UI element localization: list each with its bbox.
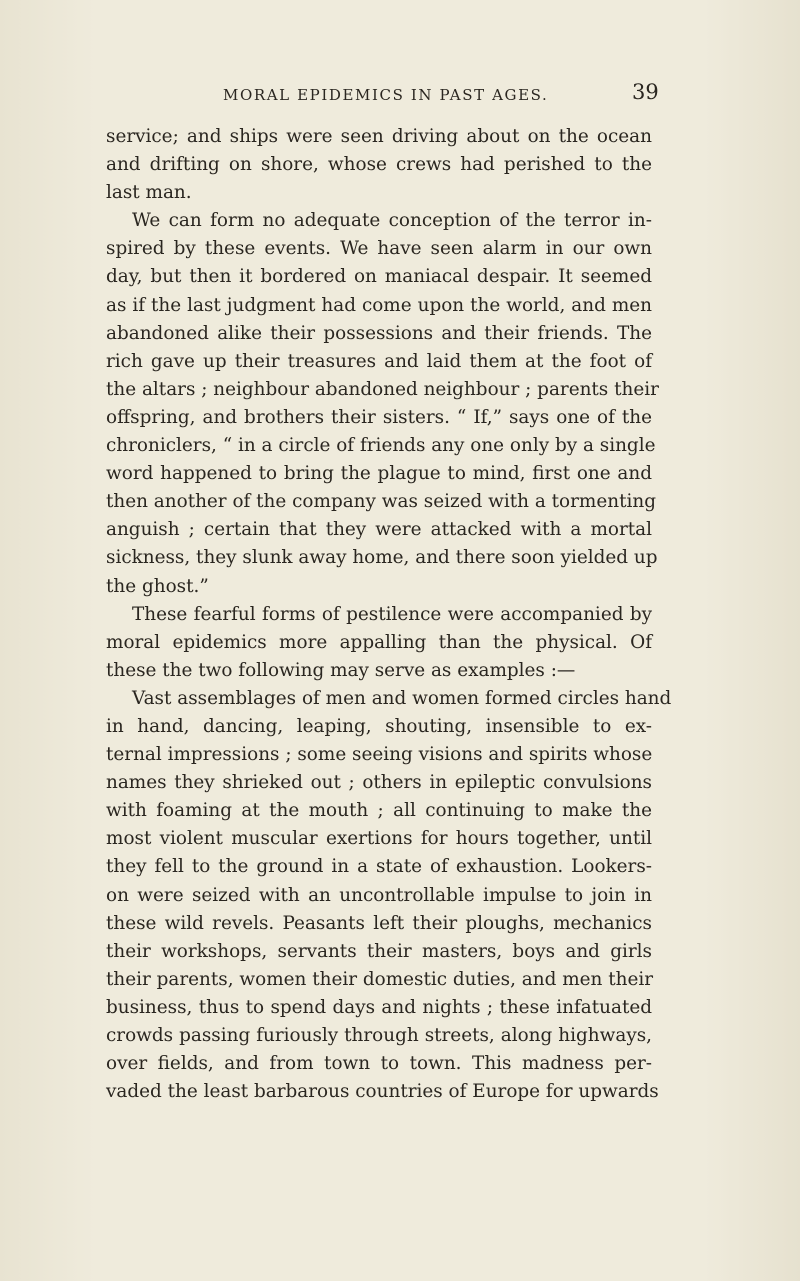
text-line: the altars ; neighbour abandoned neighbour ; parents their (106, 378, 659, 400)
text-line: offspring, and brothers their sisters. “ If,” says one of the (106, 406, 652, 428)
text-line: vaded the least barbarous countries of Europe for upwards (106, 1081, 659, 1103)
text-line: most violent muscular exertions for hours together, until (106, 828, 652, 850)
text-line: word happened to bring the plague to mind, first one and (106, 463, 652, 485)
running-head: MORAL EPIDEMICS IN PAST AGES. (223, 86, 549, 104)
text-line: chroniclers, “ in a circle of friends any one only by a single (106, 435, 656, 457)
text-line: their parents, women their domestic duties, and men their (106, 968, 654, 990)
page-number: 39 (632, 80, 659, 104)
text-line: business, thus to spend days and nights ; these infatuated (106, 996, 652, 1018)
text-line: then another of the company was seized with a tormenting (106, 491, 656, 513)
text-line: they fell to the ground in a state of exhaustion. Lookers- (106, 856, 652, 878)
text-line: anguish ; certain that they were attacked with a mortal (106, 519, 652, 541)
text-line: Vast assemblages of men and women formed circles hand (132, 687, 672, 709)
text-line: rich gave up their treasures and laid them at the foot of (106, 350, 652, 372)
text-line: on were seized with an uncontrollable impulse to join in (106, 884, 652, 906)
text-line: We can form no adequate conception of the terror in- (132, 210, 652, 232)
text-line: day, but then it bordered on maniacal despair. It seemed (106, 266, 652, 288)
text-line: the ghost.” (106, 575, 209, 597)
text-line: and drifting on shore, whose crews had perished to the (106, 154, 652, 176)
body-text (106, 123, 672, 1106)
text-line: names they shrieked out ; others in epileptic convulsions (106, 772, 652, 794)
text-line: as if the last judgment had come upon the world, and men (106, 294, 652, 316)
text-line: abandoned alike their possessions and their friends. The (106, 322, 652, 344)
text-line: moral epidemics more appalling than the physical. Of (106, 631, 652, 653)
text-line: these the two following may serve as examples :— (106, 659, 576, 681)
text-line: sickness, they slunk away home, and there soon yielded up (106, 547, 658, 569)
text-line: crowds passing furiously through streets, along highways, (106, 1025, 652, 1046)
text-line: in hand, dancing, leaping, shouting, insensible to ex- (106, 715, 652, 737)
text-line: with foaming at the mouth ; all continuing to make the (106, 800, 652, 822)
text-line: spired by these events. We have seen alarm in our own (106, 238, 652, 260)
text-line: last man. (106, 182, 192, 204)
text-line: These fearful forms of pestilence were accompanied by (132, 603, 652, 625)
text-line: these wild revels. Peasants left their ploughs, mechanics (106, 912, 652, 934)
text-line: ternal impressions ; some seeing visions and spirits whose (106, 744, 653, 766)
text-line: over fields, and from town to town. This madness per- (106, 1053, 652, 1075)
page-header (0, 80, 800, 112)
text-line: service; and ships were seen driving about on the ocean (106, 126, 652, 147)
text-line: their workshops, servants their masters, boys and girls (106, 940, 652, 962)
